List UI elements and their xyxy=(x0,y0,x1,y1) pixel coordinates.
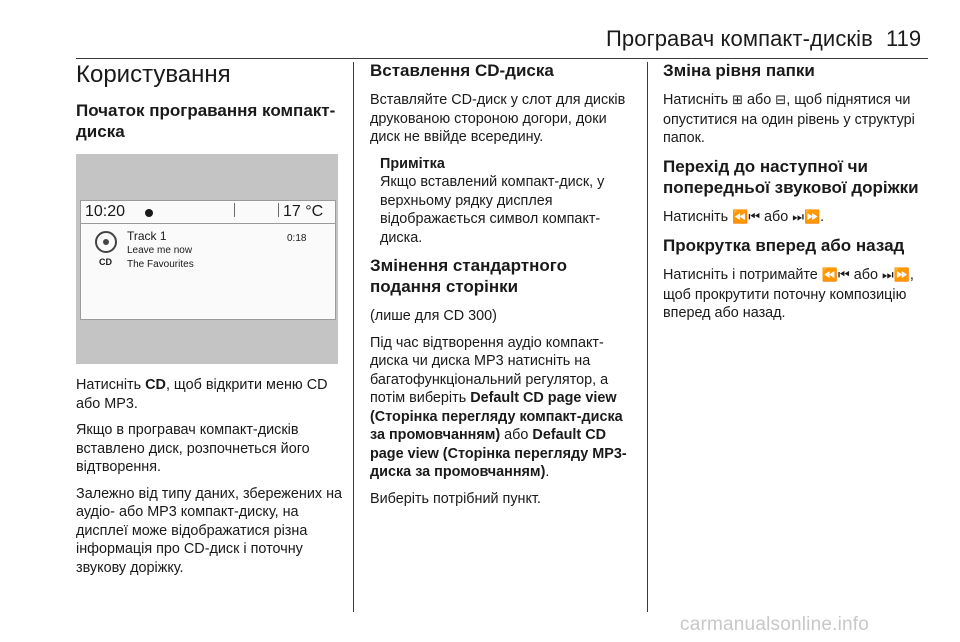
watermark: carmanualsonline.info xyxy=(680,614,870,635)
folder-up-icon: ⊞ xyxy=(732,93,744,108)
display-album: The Favourites xyxy=(127,259,194,270)
display-track: Track 1 xyxy=(127,229,167,243)
display-temperature: 17 °C xyxy=(283,203,324,220)
page-header xyxy=(0,26,960,56)
previous-track-icon: ⏪⏮ xyxy=(732,209,761,225)
cd-indicator-icon xyxy=(145,209,153,217)
header-divider xyxy=(76,58,928,59)
paragraph: Вставляйте CD-диск у слот для дисків друкованою стороною догори, доки диск не ввійде всередину. xyxy=(370,92,626,145)
column-divider-left xyxy=(353,62,354,612)
paragraph: Натисніть ⊞ або ⊟, щоб піднятися чи опуститися на один рівень у структурі папок. xyxy=(663,92,915,146)
paragraph: Натисніть CD, щоб відкрити меню CD або MP3. xyxy=(76,377,328,412)
note-text: Якщо вставлений компакт-диск, у верхньому рядку дисплея відображається символ компакт-диска. xyxy=(380,174,605,246)
heading-change-default-view: Змінення стандартного подання сторінки xyxy=(370,256,567,296)
page-number: 119 xyxy=(886,26,922,51)
column-2 xyxy=(370,60,634,516)
paragraph: Натисніть і потримайте ⏪⏮ або ⏭⏩, щоб прокрутити поточну композицію вперед або назад. xyxy=(663,267,914,321)
display-artist: Leave me now xyxy=(127,245,193,256)
paragraph: (лише для CD 300) xyxy=(370,308,497,324)
note-title: Примітка xyxy=(380,155,445,172)
disc-icon xyxy=(95,231,117,253)
column-3 xyxy=(663,60,927,331)
display-source: CD xyxy=(99,257,112,267)
display-time: 10:20 xyxy=(85,203,126,220)
heading-next-prev-track: Перехід до наступної чи попередньої звукової доріжки xyxy=(663,156,919,197)
display-separator xyxy=(234,203,235,217)
heading-folder-level: Зміна рівня папки xyxy=(663,61,815,80)
paragraph: Залежно від типу даних, збережених на аудіо- або MP3 компакт-диску, на дисплеї може відображатися різна інформація про CD-диск і поточну звукову доріжку. xyxy=(76,485,343,576)
section-heading-usage: Користування xyxy=(76,61,231,88)
paragraph: Натисніть ⏪⏮ або ⏭⏩. xyxy=(663,208,825,225)
heading-scroll: Прокрутка вперед або назад xyxy=(663,236,905,255)
column-divider-right xyxy=(647,62,648,612)
folder-down-icon: ⊟ xyxy=(775,93,787,108)
paragraph: Виберіть потрібний пункт. xyxy=(370,490,541,507)
column-1-body xyxy=(76,376,348,585)
rewind-icon: ⏪⏮ xyxy=(821,268,850,283)
display-elapsed: 0:18 xyxy=(287,233,307,244)
subheading-start-playback: Початок програвання компакт-диска xyxy=(76,101,336,141)
fast-forward-icon: ⏭⏩ xyxy=(881,268,910,283)
radio-display-image xyxy=(76,154,338,364)
paragraph: Якщо в програвач компакт-дисків вставлено диск, розпочнеться його відтворення. xyxy=(76,422,310,475)
paragraph: Під час відтворення аудіо компакт-диска чи диска MP3 натисніть на багатофункціональний регулятор, а потім виберіть Default CD page view (Сторінка перегляду компакт-диска за промовчанням) або Default CD page view (Сторінка перегляду MP3-диска за промовчанням). xyxy=(370,334,627,480)
column-1 xyxy=(76,60,346,152)
note-box xyxy=(380,155,634,248)
display-screen xyxy=(80,200,336,320)
display-divider xyxy=(81,223,335,224)
next-track-icon: ⏭⏩ xyxy=(792,209,821,225)
page-title: Програвач компакт-дисків xyxy=(606,26,873,51)
heading-insert-cd: Вставлення CD-диска xyxy=(370,61,554,80)
display-separator xyxy=(278,203,279,217)
